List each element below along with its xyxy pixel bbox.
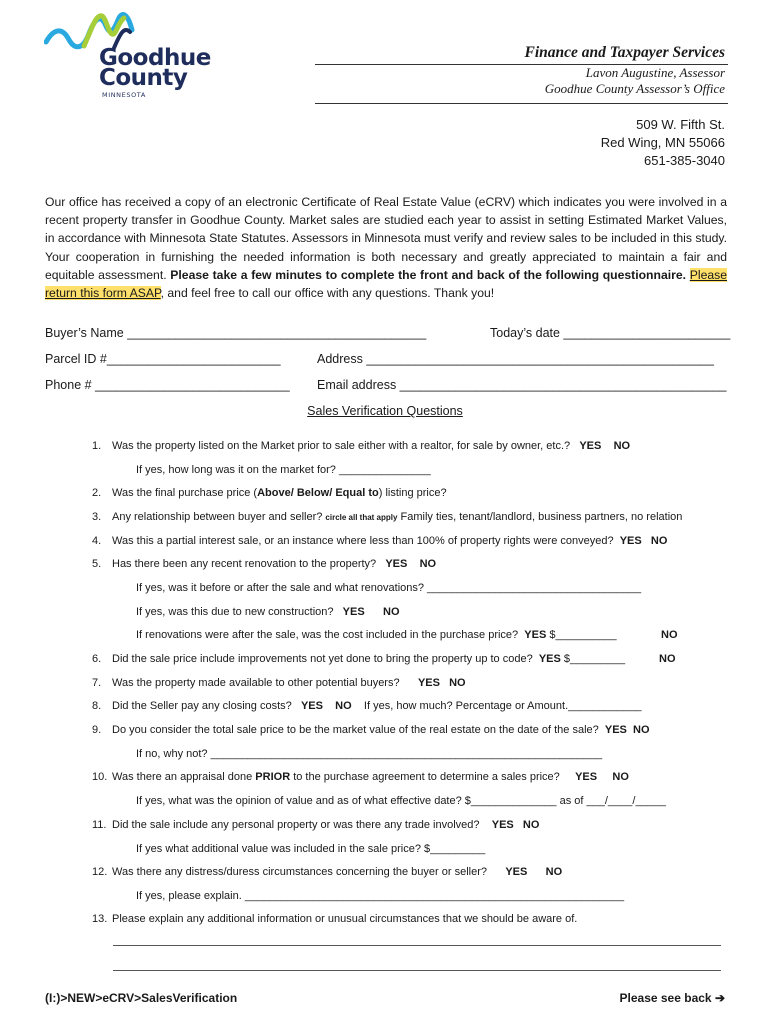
address-phone: 651-385-3040 — [644, 153, 725, 168]
question-text: Has there been any recent renovation to the property? — [112, 558, 377, 570]
file-path: (I:)>NEW>eCRV>SalesVerification — [45, 991, 238, 1005]
question-text: If renovations were after the sale, was the cost included in the purchase price? — [136, 629, 519, 641]
yes-no-options[interactable]: YES NO — [385, 558, 437, 570]
arrow-right-icon: ➔ — [714, 991, 725, 1005]
question-text: Was the property listed on the Market prior to sale either with a realtor, for sale by owner, etc.? — [112, 440, 571, 452]
question-number: 12. — [92, 866, 108, 878]
question-2 — [92, 487, 447, 499]
question-text: Was this a partial interest sale, or an instance where less than 100% of property rights were conveyed? — [112, 535, 614, 547]
question-5c-no[interactable]: NO — [661, 629, 678, 641]
parcel-id-field[interactable]: Parcel ID #_________________________ — [45, 352, 281, 366]
see-back-note — [620, 991, 725, 1005]
address-field[interactable]: Address __________________________________________________ — [317, 352, 714, 366]
office-address — [601, 116, 725, 170]
question-7 — [92, 677, 466, 689]
yes-no-options[interactable]: YES NO — [505, 866, 563, 878]
relationship-options[interactable]: Family ties, tenant/landlord, business partners, no relation — [400, 511, 683, 523]
question-5c — [136, 629, 617, 641]
question-number: 2. — [92, 487, 102, 499]
question-number: 4. — [92, 535, 102, 547]
question-text: Do you consider the total sale price to be the market value of the real estate on the date of the sale? — [112, 724, 599, 736]
amount-blank[interactable]: $_________ — [563, 653, 626, 665]
yes-no-options[interactable]: YES NO — [579, 440, 631, 452]
question-text: Please explain any additional information or unusual circumstances that we should be aware of. — [112, 913, 578, 925]
intro-text: Our office has received a copy of an electronic Certificate of Real Estate Value (eCRV) which indicates you were involved in a recent property transfer in Goodhue County. Market sales are studied each year to assist in setting Estimated Market Values, in accordance with Minnesota State Statutes. Assessors in Minnesota must verify and review sales to be included in this study. Your cooperation in furnishing the needed information is both necessary and greatly appreciated to maintain a fair and equitable assessment. — [45, 195, 727, 282]
question-text: Was the final purchase price ( — [112, 487, 258, 499]
question-5 — [92, 558, 436, 570]
yes-no-options[interactable]: YES NO — [342, 606, 400, 618]
question-12 — [92, 866, 562, 878]
logo-name-line1: Goodhue — [99, 45, 211, 71]
question-text: Was there an appraisal done — [112, 771, 256, 783]
question-text-end: ) listing price? — [378, 487, 447, 499]
county-logo — [44, 8, 224, 100]
see-back-label: Please see back — [619, 991, 712, 1005]
question-9a[interactable]: If no, why not? ________________________________________________________________ — [136, 748, 603, 760]
question-text: Was there any distress/duress circumstances concerning the buyer or seller? — [112, 866, 487, 878]
question-1 — [92, 440, 630, 452]
logo-name-line2: County — [99, 65, 188, 91]
yes-no-options[interactable]: YES NO — [300, 700, 352, 712]
intro-bold: Please take a few minutes to complete the front and back of the following questionnaire. — [170, 267, 687, 282]
yes-no-options[interactable]: YES NO — [417, 677, 466, 689]
question-text-end: to the purchase agreement to determine a sales price? — [290, 771, 560, 783]
question-emphasis: PRIOR — [255, 771, 291, 783]
question-12a[interactable]: If yes, please explain. ______________________________________________________________ — [136, 890, 625, 902]
circle-instruction: circle all that apply — [325, 513, 398, 522]
question-number: 8. — [92, 700, 102, 712]
address-city: Red Wing, MN 55066 — [600, 135, 725, 150]
question-13 — [92, 913, 577, 925]
amount-question[interactable]: If yes, how much? Percentage or Amount.____________ — [363, 700, 642, 712]
question-number: 5. — [92, 558, 102, 570]
question-1a[interactable]: If yes, how long was it on the market for? _______________ — [136, 464, 431, 476]
yes-no-options[interactable]: YES NO — [604, 724, 650, 736]
header-assessor: Lavon Augustine, Assessor — [585, 65, 725, 80]
yes-no-options[interactable]: YES NO — [575, 771, 629, 783]
question-text: Any relationship between buyer and seller? — [112, 511, 323, 523]
question-number: 7. — [92, 677, 102, 689]
answer-line-1[interactable] — [113, 945, 721, 946]
logo-state: MINNESOTA — [102, 91, 146, 99]
question-11 — [92, 819, 539, 831]
question-text: If yes, was this due to new construction? — [136, 606, 334, 618]
question-6-no[interactable]: NO — [659, 653, 676, 665]
question-3 — [92, 511, 682, 523]
phone-field[interactable]: Phone # ____________________________ — [45, 378, 290, 392]
todays-date-field[interactable]: Today’s date ________________________ — [490, 326, 731, 340]
question-number: 6. — [92, 653, 102, 665]
header-office: Goodhue County Assessor’s Office — [544, 81, 725, 96]
question-number: 9. — [92, 724, 102, 736]
question-text: Was the property made available to other potential buyers? — [112, 677, 400, 689]
question-10 — [92, 771, 629, 783]
buyer-name-field[interactable]: Buyer’s Name ___________________________________________ — [45, 326, 427, 340]
question-text: Did the sale include any personal property or was there any trade involved? — [112, 819, 480, 831]
question-number: 13. — [92, 913, 108, 925]
answer-line-2[interactable] — [113, 970, 721, 971]
question-5b — [136, 606, 400, 618]
question-4 — [92, 535, 667, 547]
yes-no-options[interactable]: YES NO — [491, 819, 540, 831]
intro-closing: , and feel free to call our office with any questions. Thank you! — [160, 286, 495, 301]
question-number: 1. — [92, 440, 102, 452]
yes-no-options[interactable]: YES NO — [619, 535, 668, 547]
section-title: Sales Verification Questions — [307, 404, 463, 418]
question-text: Did the Seller pay any closing costs? — [112, 700, 292, 712]
question-9 — [92, 724, 650, 736]
question-options[interactable]: Above/ Below/ Equal to — [257, 487, 379, 499]
email-field[interactable]: Email address _______________________________________________ — [317, 378, 727, 392]
question-8 — [92, 700, 642, 712]
intro-highlight: Please return this form ASAP — [45, 267, 728, 301]
amount-blank[interactable]: $__________ — [549, 629, 617, 641]
header-rule-bottom — [315, 103, 728, 104]
question-number: 10. — [92, 771, 108, 783]
yes-option[interactable]: YES — [524, 629, 547, 641]
question-6 — [92, 653, 625, 665]
question-number: 11. — [92, 819, 107, 831]
yes-option[interactable]: YES — [538, 653, 561, 665]
question-5a[interactable]: If yes, was it before or after the sale and what renovations? ___________________________________ — [136, 582, 642, 594]
question-text: Did the sale price include improvements not yet done to bring the property up to code? — [112, 653, 533, 665]
intro-paragraph — [45, 193, 727, 302]
question-11a[interactable]: If yes what additional value was included in the sale price? $_________ — [136, 843, 486, 855]
header-title: Finance and Taxpayer Services — [524, 44, 725, 61]
question-number: 3. — [92, 511, 102, 523]
address-street: 509 W. Fifth St. — [636, 117, 725, 132]
question-10a[interactable]: If yes, what was the opinion of value and as of what effective date? $______________ as of ___/____/_____ — [136, 795, 667, 807]
